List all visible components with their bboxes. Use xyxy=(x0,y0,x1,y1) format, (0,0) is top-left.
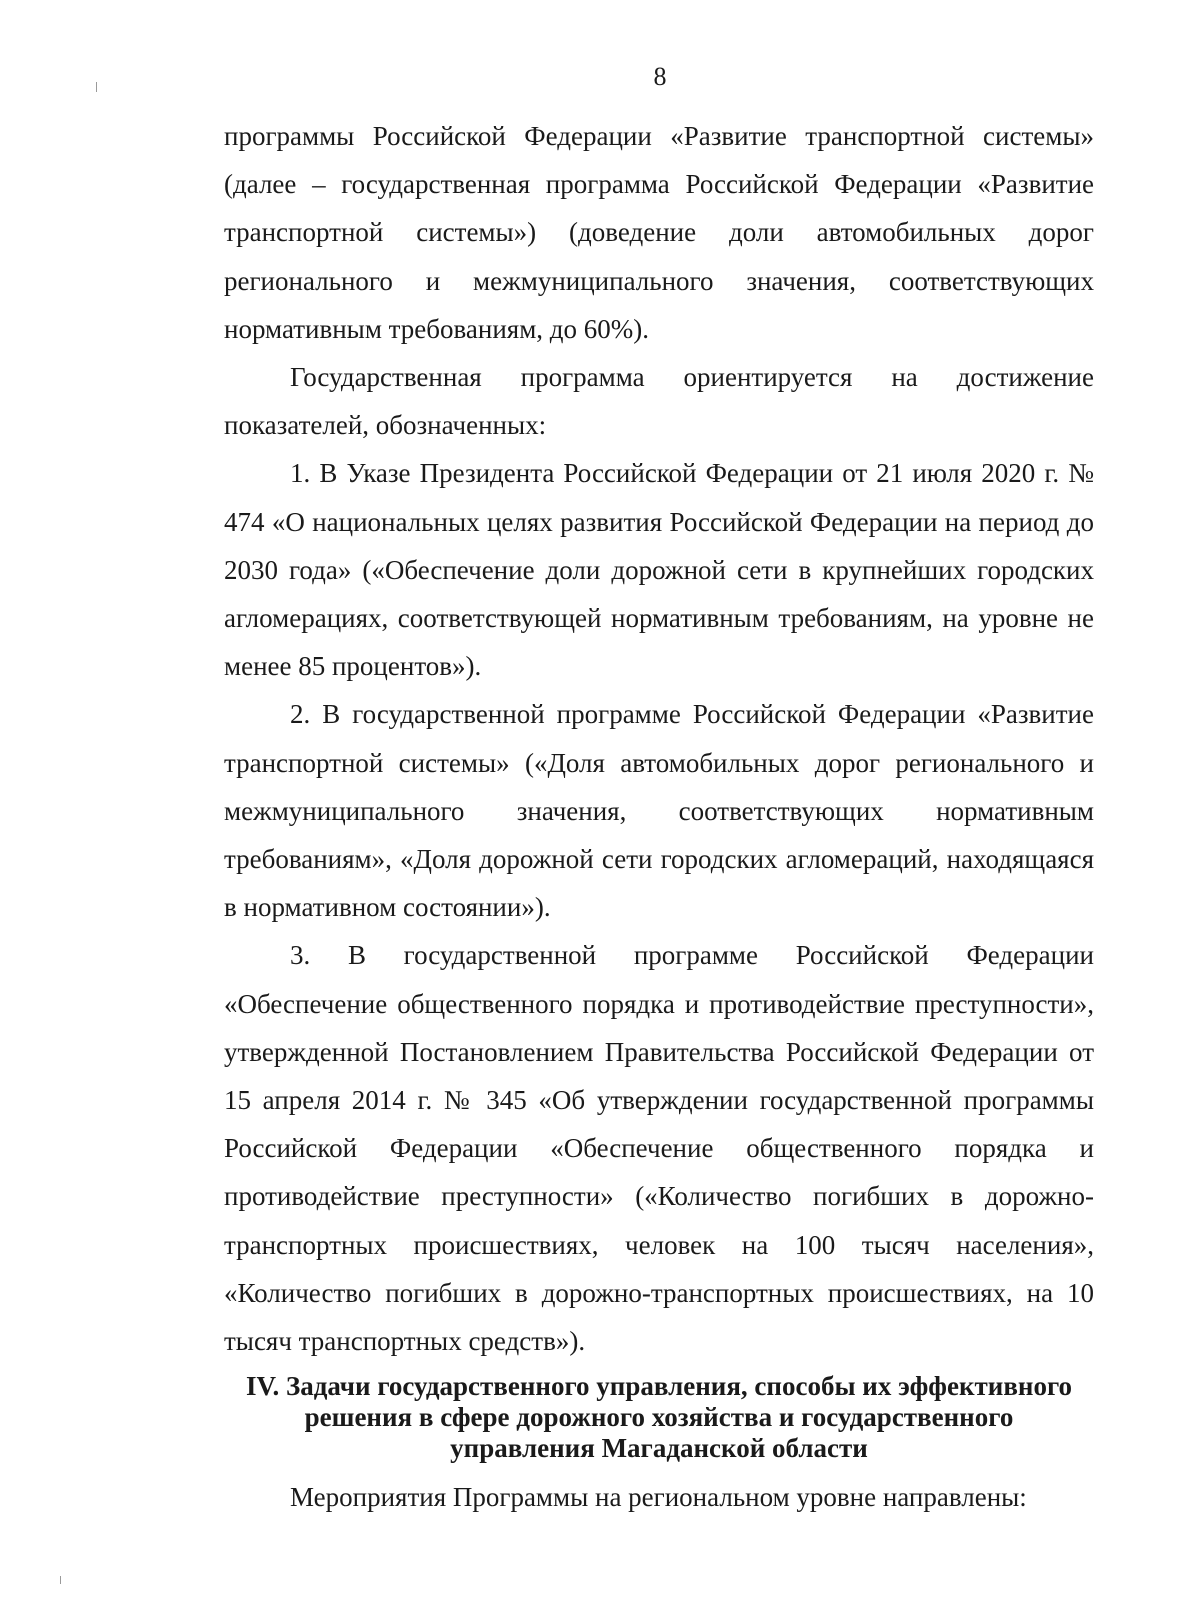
page-number: 8 xyxy=(653,62,667,91)
paragraph-item-2: 2. В государственной программе Российской Федерации «Развитие транспортной системы» («Доля автомобильных дорог регионального и межмуниципального значения, соответствующих нормативным требованиям», «Доля дорожной сети городских агломераций, находящаяся в нормативном состоянии»). xyxy=(224,699,1094,923)
scan-mark-bottom-left xyxy=(60,1576,61,1584)
section-heading-line: IV. Задачи государственного управления, способы их эффективного xyxy=(245,1371,1073,1401)
body-text xyxy=(224,112,1094,1365)
paragraph-program-indicators: Государственная программа ориентируется на достижение показателей, обозначенных: xyxy=(224,362,1094,441)
paragraph-continuation: программы Российской Федерации «Развитие транспортной системы» (далее – государственная программа Российской Федерации «Развитие транспортной системы») (доведение доли автомобильных дорог регионального и межмуниципального значения, соответствующих нормативным требованиям, до 60%). xyxy=(224,121,1094,344)
paragraph-item-1: 1. В Указе Президента Российской Федерации от 21 июля 2020 г. № 474 «О национальных целях развития Российской Федерации на период до 2030 года» («Обеспечение доли дорожной сети в крупнейших городских агломерациях, соответствующей нормативным требованиям, на уровне не менее 85 процентов»). xyxy=(224,458,1094,682)
section-intro: Мероприятия Программы на региональном уровне направлены: xyxy=(290,1482,1027,1512)
section-heading-line: управления Магаданской области xyxy=(450,1433,868,1463)
paragraph-item-3: 3. В государственной программе Российской Федерации «Обеспечение общественного порядка и противодействие преступности», утвержденной Постановлением Правительства Российской Федерации от 15 апреля 2014 г. № 345 «Об утверждении государственной программы Российской Федерации «Обеспечение общественного порядка и противодействие преступности» («Количество погибших в дорожно-транспортных происшествиях, человек на 100 тысяч населения», «Количество погибших в дорожно-транспортных происшествиях, на 10 тысяч транспортных средств»). xyxy=(224,940,1094,1357)
section-heading xyxy=(224,1371,1094,1464)
section-heading-line: решения в сфере дорожного хозяйства и государственного xyxy=(304,1402,1014,1432)
